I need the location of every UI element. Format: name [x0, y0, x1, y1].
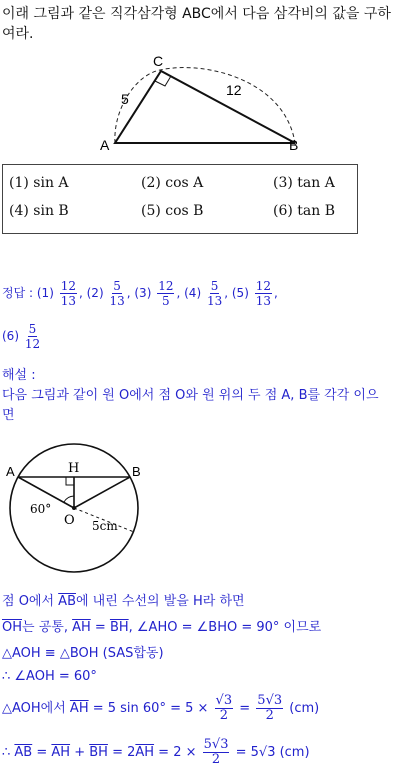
- step-2: $\overline{OH}$는 공통, $\overline{AH} = \overline{BH}$, ∠AHO = ∠BHO = 90° 이므로: [2, 620, 322, 635]
- side-cb-label: 12: [226, 82, 242, 98]
- option-5: (5) cos B: [141, 203, 204, 219]
- step-6: ∴ $\overline{AB} = \overline{AH} + \overline{BH} = 2\overline{AH} = 2$ × $\frac{5√3}{2}$ = 5√3 (cm): [2, 737, 310, 767]
- explanation-text-1: 다음 그림과 같이 원 O에서 점 O와 원 위의 두 점 A, B를 각각 이으: [2, 388, 379, 403]
- triangle-figure: [95, 50, 315, 155]
- option-1: (1) sin A: [9, 175, 69, 191]
- answer-4-number: (4): [184, 286, 202, 300]
- circle-point-o: O: [64, 513, 75, 528]
- answer-6-fraction: $\frac{5}{12}$: [24, 322, 41, 351]
- answer-1-number: (1): [36, 286, 54, 300]
- circle-point-a: A: [6, 464, 15, 479]
- circle-point-b: B: [132, 464, 141, 479]
- answer-block-2: [2, 322, 42, 351]
- options-box: [2, 164, 358, 234]
- side-ac-label: 5: [121, 91, 129, 107]
- question-line-2: 여라.: [2, 26, 34, 42]
- option-4: (4) sin B: [9, 203, 69, 219]
- explanation-label: 해설 :: [2, 368, 36, 383]
- answer-3-number: (3): [134, 286, 152, 300]
- vertex-a-label: A: [100, 137, 110, 153]
- step-1: 점 O에서 $\overline{AB}$에 내린 수선의 발을 H라 하면: [2, 594, 245, 609]
- answer-6-number: (6): [2, 329, 19, 343]
- answer-2-number: (2): [86, 286, 104, 300]
- answer-4-fraction: $\frac{5}{13}$: [206, 279, 223, 308]
- question-line-1: 이래 그림과 같은 직각삼각형 ABC에서 다음 삼각비의 값을 구하: [2, 6, 391, 22]
- circle-figure: [2, 428, 162, 578]
- circle-point-h: H: [68, 461, 80, 476]
- answer-label: 정답 :: [2, 286, 34, 300]
- option-3: (3) tan A: [273, 175, 335, 191]
- step-5: △AOH에서 $\overline{AH} = 5$ sin 60° = 5 × $\frac{√3}{2}$ = $\frac{5√3}{2}$ (cm): [2, 693, 320, 723]
- option-2: (2) cos A: [141, 175, 204, 191]
- angle-label: 60°: [30, 502, 52, 516]
- vertex-c-label: C: [153, 53, 164, 69]
- answer-3-fraction: $\frac{12}{5}$: [158, 279, 174, 308]
- step-4: ∴ ∠AOH = 60°: [2, 669, 97, 684]
- answer-5-fraction: $\frac{12}{13}$: [255, 279, 271, 308]
- option-6: (6) tan B: [273, 203, 336, 219]
- answer-1-fraction: $\frac{12}{13}$: [60, 279, 76, 308]
- explanation-text-2: 면: [2, 408, 15, 423]
- radius-label: 5cm: [92, 519, 118, 533]
- answer-2-fraction: $\frac{5}{13}$: [109, 279, 125, 308]
- vertex-b-label: B: [289, 137, 299, 153]
- step-3: △AOH ≡ △BOH (SAS합동): [2, 646, 164, 661]
- answer-block: 정답 : (1) $\frac{12}{13}$ , (2) $\frac{5}{13}$ , (3) $\frac{12}{5}$ , (4) $\frac{5}{13}$ , (5) $\frac{12}{13}$ ,: [2, 279, 278, 308]
- answer-5-number: (5): [231, 286, 249, 300]
